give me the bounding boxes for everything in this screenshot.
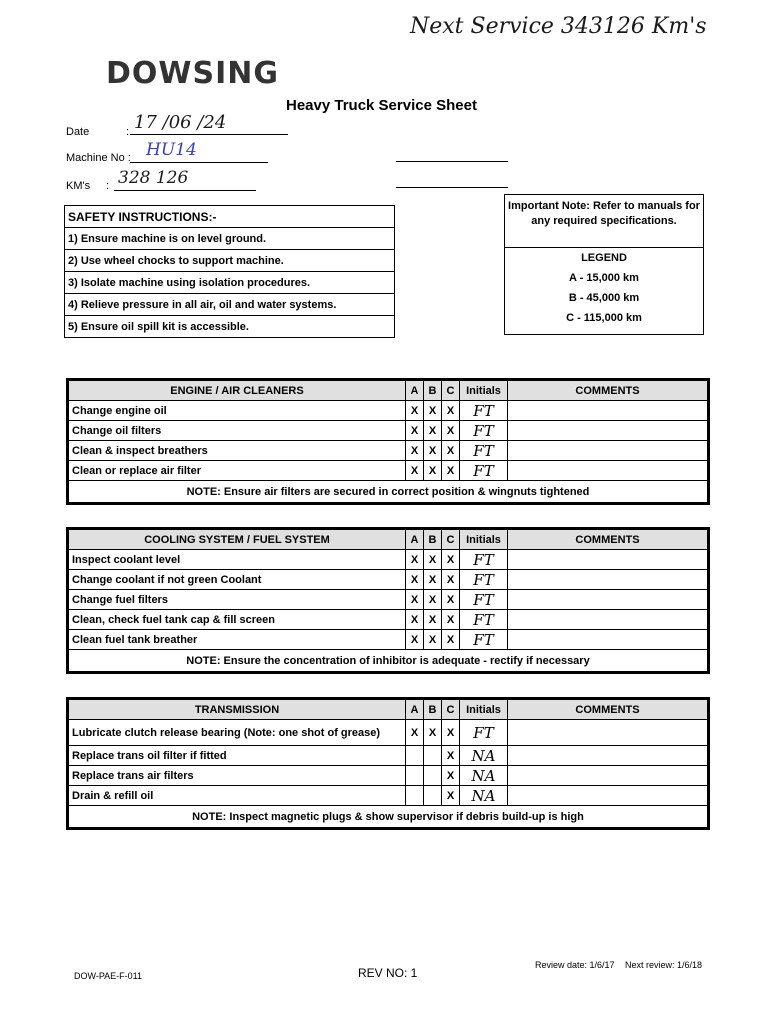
section-engine: [66, 378, 710, 505]
check-b[interactable]: X: [424, 401, 442, 421]
check-c[interactable]: X: [442, 610, 460, 630]
check-b[interactable]: X: [424, 610, 442, 630]
initials-cell[interactable]: FT: [460, 441, 508, 461]
comments-cell[interactable]: [508, 610, 708, 630]
table-row: [69, 610, 708, 630]
col-initials: Initials: [460, 530, 508, 550]
table-row: [69, 461, 708, 481]
check-a[interactable]: X: [406, 421, 424, 441]
check-c[interactable]: X: [442, 590, 460, 610]
check-a[interactable]: X: [406, 441, 424, 461]
next-service-annotation: Next Service 343126 Km's: [410, 14, 707, 39]
check-a[interactable]: X: [406, 590, 424, 610]
page-title: Heavy Truck Service Sheet: [286, 97, 477, 114]
task-label: Drain & refill oil: [69, 786, 406, 806]
comments-cell[interactable]: [508, 421, 708, 441]
table-row: [69, 421, 708, 441]
section-title: ENGINE / AIR CLEANERS: [69, 381, 406, 401]
check-b[interactable]: [424, 766, 442, 786]
initials-cell[interactable]: FT: [460, 401, 508, 421]
task-label: Replace trans air filters: [69, 766, 406, 786]
check-c[interactable]: X: [442, 786, 460, 806]
initials-cell[interactable]: FT: [460, 610, 508, 630]
initials-cell[interactable]: FT: [460, 550, 508, 570]
check-c[interactable]: X: [442, 441, 460, 461]
col-c: C: [442, 700, 460, 720]
date-value: 17 /06 /24: [134, 112, 227, 133]
check-a[interactable]: [406, 746, 424, 766]
safety-item: 3) Isolate machine using isolation procedures.: [65, 272, 395, 294]
kms-field[interactable]: [114, 168, 256, 191]
important-box: [504, 194, 704, 335]
initials-cell[interactable]: FT: [460, 630, 508, 650]
initials-cell[interactable]: FT: [460, 421, 508, 441]
check-b[interactable]: X: [424, 570, 442, 590]
comments-cell[interactable]: [508, 461, 708, 481]
task-label: Change fuel filters: [69, 590, 406, 610]
comments-cell[interactable]: [508, 786, 708, 806]
comments-cell[interactable]: [508, 401, 708, 421]
legend-b: B - 45,000 km: [568, 292, 640, 304]
check-c[interactable]: X: [442, 461, 460, 481]
comments-cell[interactable]: [508, 630, 708, 650]
legend-title: LEGEND: [581, 252, 627, 264]
table-row: [69, 766, 708, 786]
task-label: Clean fuel tank breather: [69, 630, 406, 650]
check-b[interactable]: X: [424, 461, 442, 481]
check-a[interactable]: X: [406, 550, 424, 570]
check-c[interactable]: X: [442, 401, 460, 421]
table-row: [69, 570, 708, 590]
check-a[interactable]: [406, 786, 424, 806]
col-b: B: [424, 381, 442, 401]
section-transmission: [66, 697, 710, 830]
comments-cell[interactable]: [508, 441, 708, 461]
section-cooling: [66, 527, 710, 674]
date-colon: :: [126, 126, 130, 138]
comments-cell[interactable]: [508, 766, 708, 786]
safety-item: 5) Ensure oil spill kit is accessible.: [65, 316, 395, 338]
check-a[interactable]: [406, 766, 424, 786]
initials-cell[interactable]: FT: [460, 461, 508, 481]
check-c[interactable]: X: [442, 746, 460, 766]
next-review-date: Next review: 1/6/18: [625, 960, 703, 970]
safety-item: 2) Use wheel chocks to support machine.: [65, 250, 395, 272]
comments-cell[interactable]: [508, 720, 708, 746]
col-a: A: [406, 530, 424, 550]
col-comments: COMMENTS: [508, 700, 708, 720]
table-row: [69, 401, 708, 421]
col-a: A: [406, 381, 424, 401]
review-date: Review date: 1/6/17: [535, 960, 615, 970]
col-a: A: [406, 700, 424, 720]
check-c[interactable]: X: [442, 550, 460, 570]
machine-value: HU14: [146, 140, 197, 160]
kms-colon: :: [106, 180, 110, 192]
table-row: [69, 590, 708, 610]
check-b[interactable]: X: [424, 630, 442, 650]
col-b: B: [424, 700, 442, 720]
section-title: COOLING SYSTEM / FUEL SYSTEM: [69, 530, 406, 550]
check-c[interactable]: X: [442, 421, 460, 441]
check-b[interactable]: X: [424, 590, 442, 610]
comments-cell[interactable]: [508, 590, 708, 610]
task-label: Lubricate clutch release bearing (Note: one shot of grease): [69, 720, 406, 746]
legend-a: A - 15,000 km: [569, 272, 639, 284]
initials-cell[interactable]: NA: [460, 766, 508, 786]
check-c[interactable]: X: [442, 630, 460, 650]
company-logo: DOWSING: [106, 56, 279, 91]
col-c: C: [442, 381, 460, 401]
initials-cell[interactable]: FT: [460, 720, 508, 746]
check-a[interactable]: X: [406, 720, 424, 746]
check-b[interactable]: [424, 746, 442, 766]
check-a[interactable]: X: [406, 401, 424, 421]
check-a[interactable]: X: [406, 610, 424, 630]
comments-cell[interactable]: [508, 746, 708, 766]
col-b: B: [424, 530, 442, 550]
task-label: Change engine oil: [69, 401, 406, 421]
check-b[interactable]: X: [424, 441, 442, 461]
table-row: [69, 441, 708, 461]
section-title: TRANSMISSION: [69, 700, 406, 720]
section-note: NOTE: Inspect magnetic plugs & show supervisor if debris build-up is high: [69, 806, 708, 828]
check-c[interactable]: X: [442, 720, 460, 746]
revision-number: REV NO: 1: [358, 966, 418, 980]
legend-c: C - 115,000 km: [566, 312, 642, 324]
initials-cell[interactable]: FT: [460, 570, 508, 590]
task-label: Replace trans oil filter if fitted: [69, 746, 406, 766]
important-note: Important Note: Refer to manuals for any required specifications.: [505, 195, 703, 248]
task-label: Clean & inspect breathers: [69, 441, 406, 461]
check-b[interactable]: X: [424, 421, 442, 441]
safety-instructions: [64, 205, 395, 338]
check-b[interactable]: [424, 786, 442, 806]
blank-line-2: [396, 186, 508, 188]
initials-cell[interactable]: FT: [460, 590, 508, 610]
machine-label: Machine No :: [66, 152, 131, 164]
col-initials: Initials: [460, 700, 508, 720]
col-c: C: [442, 530, 460, 550]
task-label: Clean, check fuel tank cap & fill screen: [69, 610, 406, 630]
date-field[interactable]: [130, 112, 288, 135]
task-label: Change coolant if not green Coolant: [69, 570, 406, 590]
table-row: [69, 720, 708, 746]
task-label: Clean or replace air filter: [69, 461, 406, 481]
blank-line-1: [396, 160, 508, 162]
kms-label: KM's: [66, 180, 91, 192]
comments-cell[interactable]: [508, 550, 708, 570]
comments-cell[interactable]: [508, 570, 708, 590]
check-b[interactable]: X: [424, 550, 442, 570]
col-comments: COMMENTS: [508, 381, 708, 401]
date-label: Date: [66, 126, 90, 138]
section-note: NOTE: Ensure the concentration of inhibitor is adequate - rectify if necessary: [69, 650, 708, 672]
col-initials: Initials: [460, 381, 508, 401]
table-row: [69, 550, 708, 570]
safety-item: 4) Relieve pressure in all air, oil and water systems.: [65, 294, 395, 316]
safety-title: SAFETY INSTRUCTIONS:-: [65, 206, 395, 228]
task-label: Inspect coolant level: [69, 550, 406, 570]
check-b[interactable]: X: [424, 720, 442, 746]
table-row: [69, 786, 708, 806]
section-note: NOTE: Ensure air filters are secured in correct position & wingnuts tightened: [69, 481, 708, 503]
table-row: [69, 630, 708, 650]
initials-cell[interactable]: NA: [460, 786, 508, 806]
check-c[interactable]: X: [442, 570, 460, 590]
check-a[interactable]: X: [406, 461, 424, 481]
machine-field[interactable]: [130, 140, 268, 163]
doc-code: DOW-PAE-F-011: [74, 971, 143, 981]
col-comments: COMMENTS: [508, 530, 708, 550]
safety-item: 1) Ensure machine is on level ground.: [65, 228, 395, 250]
table-row: [69, 746, 708, 766]
task-label: Change oil filters: [69, 421, 406, 441]
check-c[interactable]: X: [442, 766, 460, 786]
kms-value: 328 126: [118, 168, 189, 188]
check-a[interactable]: X: [406, 630, 424, 650]
initials-cell[interactable]: NA: [460, 746, 508, 766]
check-a[interactable]: X: [406, 570, 424, 590]
